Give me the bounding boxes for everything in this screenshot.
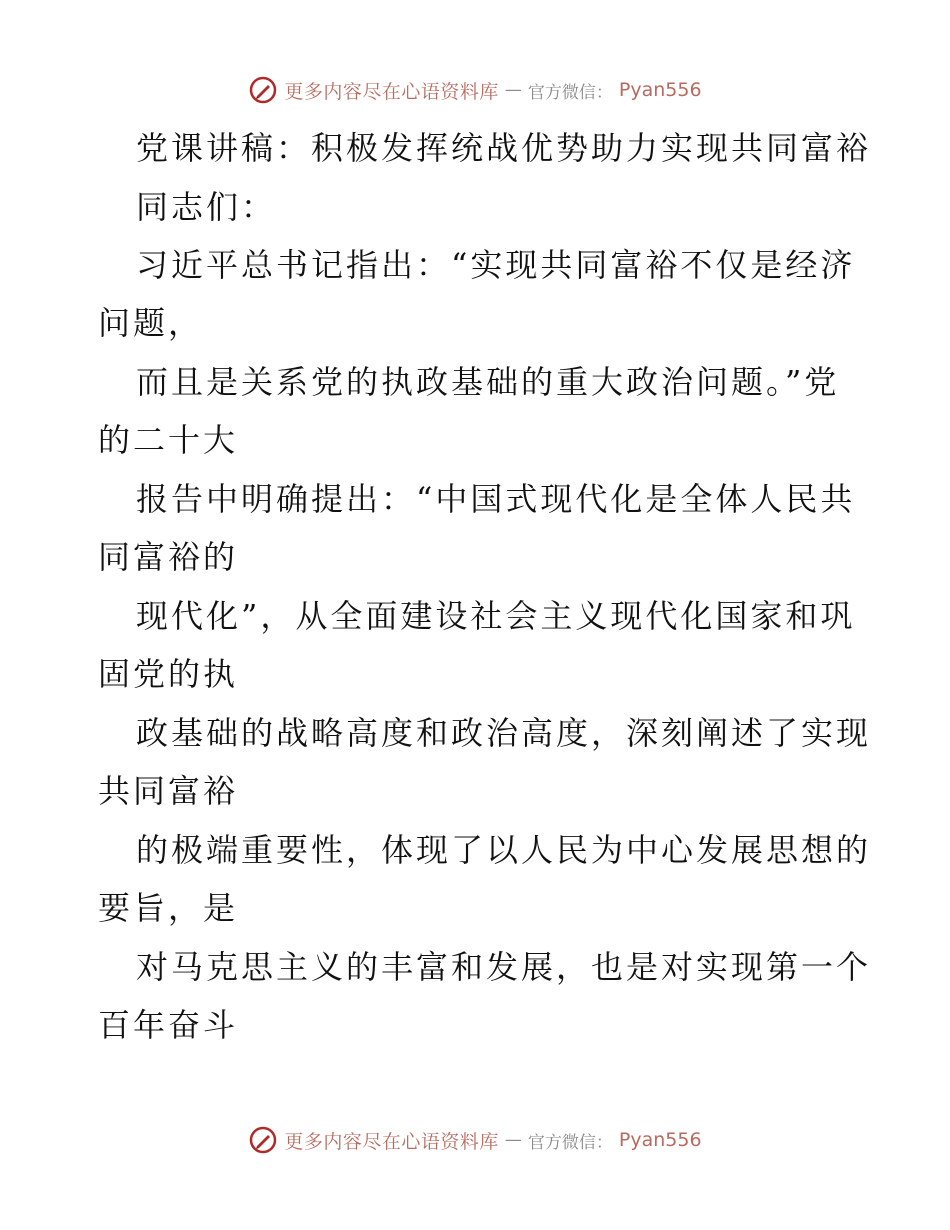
pen-logo-icon [248,1125,278,1155]
watermark-wechat-id: Pyan556 [618,79,702,101]
watermark-text: 更多内容尽在心语资料库 [284,80,499,103]
paragraph-line: 对马克思主义的丰富和发展，也是对实现第一个 [136,948,872,986]
watermark-wechat-id: Pyan556 [618,1129,702,1151]
paragraph-line: 固党的执 [98,655,239,693]
paragraph-line: 共同富裕 [98,772,239,810]
paragraph-line: 而且是关系党的执政基础的重大政治问题。”党 [136,363,840,401]
paragraph-line: 的极端重要性，体现了以人民为中心发展思想的 [136,831,872,869]
paragraph-line: 习近平总书记指出：“实现共同富裕不仅是经济 [136,246,856,284]
watermark-dash: — [504,80,522,100]
paragraph-line: 的二十大 [98,421,239,459]
paragraph-line: 现代化”，从全面建设社会主义现代化国家和巩 [136,597,856,635]
paragraph-line: 问题， [98,304,204,342]
paragraph-line: 同富裕的 [98,538,239,576]
footer-watermark [0,1120,950,1160]
header-watermark [0,70,950,110]
paragraph-line: 百年奋斗 [98,1006,239,1044]
paragraph-line: 报告中明确提出：“中国式现代化是全体人民共 [136,480,856,518]
watermark-label: 官方微信： [527,82,613,103]
paragraph-line: 政基础的战略高度和政治高度，深刻阐述了实现 [136,714,872,752]
salutation: 同志们： [136,188,277,226]
watermark-dash: — [504,1130,522,1150]
paragraph-line: 要旨，是 [98,889,239,927]
document-title: 党课讲稿：积极发挥统战优势助力实现共同富裕 [136,129,872,167]
watermark-text: 更多内容尽在心语资料库 [284,1130,499,1153]
pen-logo-icon [248,75,278,105]
watermark-label: 官方微信： [527,1132,613,1153]
